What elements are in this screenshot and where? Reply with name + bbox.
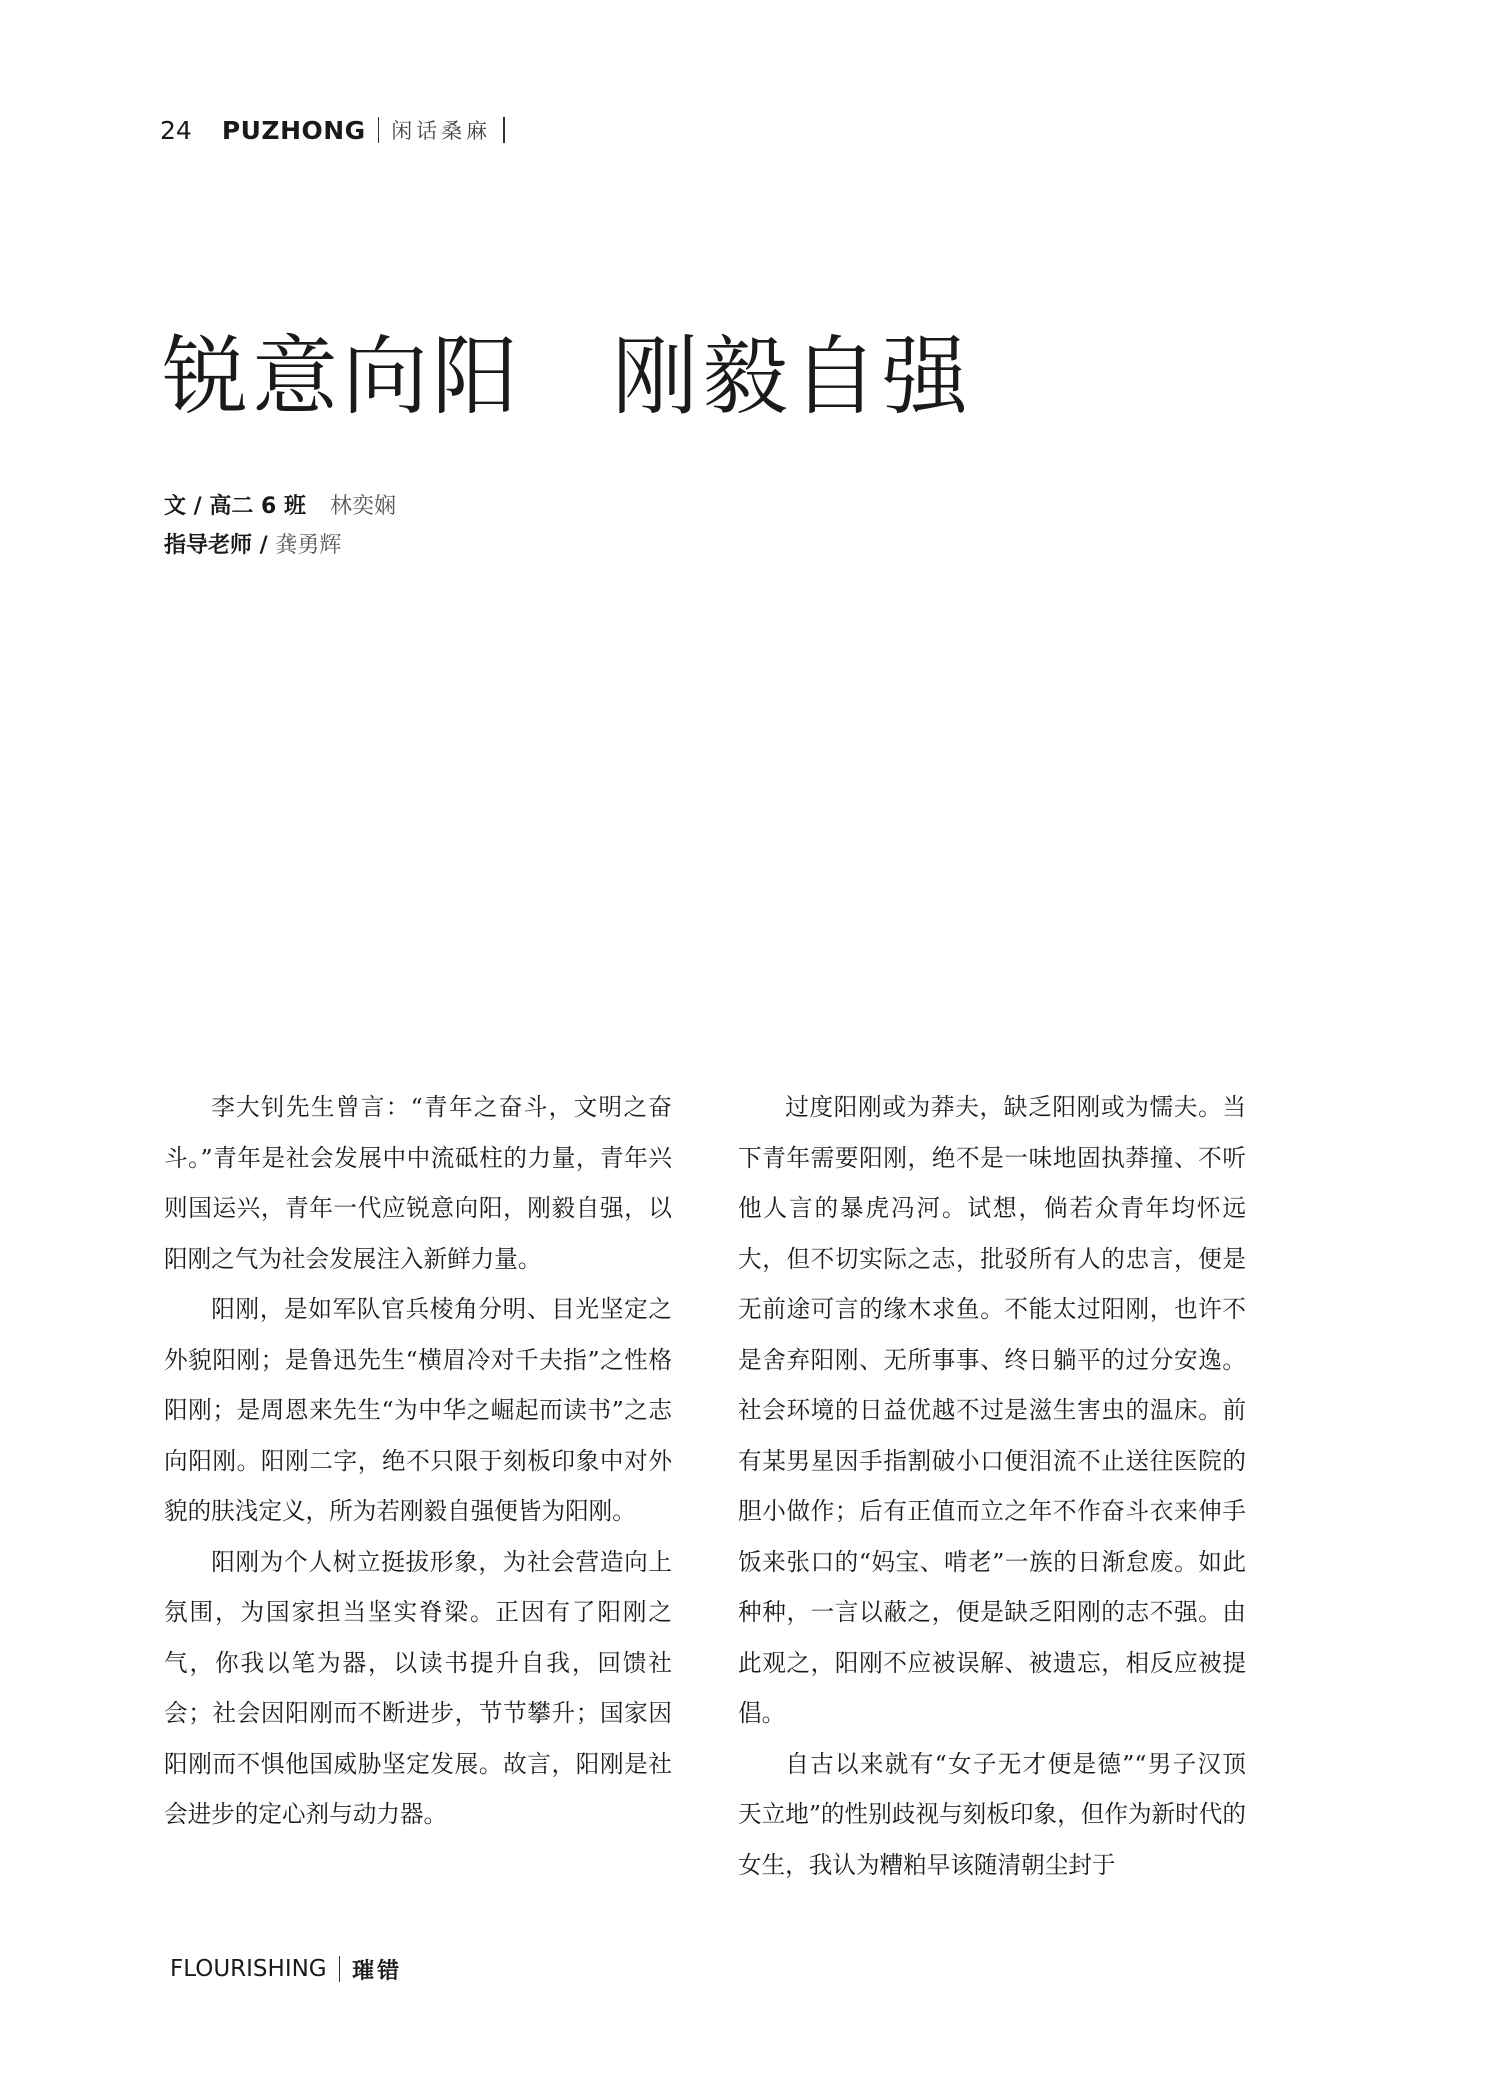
paragraph: 李大钊先生曾言：“青年之奋斗，文明之奋斗。”青年是社会发展中中流砥柱的力量，青年兴则国运兴，青年一代应锐意向阳，刚毅自强，以阳刚之气为社会发展注入新鲜力量。 <box>164 1093 672 1273</box>
page-header <box>160 114 517 146</box>
paragraph: 自古以来就有“女子无才便是德”“男子汉顶天立地”的性别歧视与刻板印象，但作为新时代的女生，我认为糟粕早该随清朝尘封于 <box>738 1749 1246 1879</box>
advisor-line <box>164 526 341 566</box>
article-title: 锐意向阳 刚毅自强 <box>162 327 972 427</box>
magazine-brand: PUZHONG <box>221 115 366 145</box>
author-line <box>164 487 396 527</box>
footer-divider <box>339 1956 341 1982</box>
page-number: 24 <box>160 115 192 145</box>
section-name: 闲话桑麻 <box>391 119 492 143</box>
page-footer <box>170 1952 402 1986</box>
article-column-right <box>738 1082 1246 1890</box>
article-column-left <box>164 1082 672 1840</box>
footer-section: 璀错 <box>352 1958 403 1984</box>
author-prefix: 文 / 高二 6 班 <box>164 494 306 519</box>
header-divider <box>378 117 380 143</box>
author-name: 林奕娴 <box>329 494 396 519</box>
paragraph: 阳刚为个人树立挺拔形象，为社会营造向上氛围，为国家担当坚实脊梁。正因有了阳刚之气，你我以笔为器，以读书提升自我，回馈社会；社会因阳刚而不断进步，节节攀升；国家因阳刚而不惧他国威胁坚定发展。故言，阳刚是社会进步的定心剂与动力器。 <box>164 1547 672 1828</box>
header-divider-end <box>503 117 505 143</box>
advisor-name: 龚勇辉 <box>275 533 342 558</box>
paragraph: 过度阳刚或为莽夫，缺乏阳刚或为懦夫。当下青年需要阳刚，绝不是一味地固执莽撞、不听他人言的暴虎冯河。试想，倘若众青年均怀远大，但不切实际之志，批驳所有人的忠言，便是无前途可言的缘木求鱼。不能太过阳刚，也许不是舍弃阳刚、无所事事、终日躺平的过分安逸。社会环境的日益优越不过是滋生害虫的温床。前有某男星因手指割破小口便泪流不止送往医院的胆小做作；后有正值而立之年不作奋斗衣来伸手饭来张口的“妈宝、啃老”一族的日渐怠废。如此种种，一言以蔽之，便是缺乏阳刚的志不强。由此观之，阳刚不应被误解、被遗忘，相反应被提倡。 <box>738 1093 1246 1727</box>
paragraph: 阳刚，是如军队官兵棱角分明、目光坚定之外貌阳刚；是鲁迅先生“横眉冷对千夫指”之性格阳刚；是周恩来先生“为中华之崛起而读书”之志向阳刚。阳刚二字，绝不只限于刻板印象中对外貌的肤浅定义，所为若刚毅自强便皆为阳刚。 <box>164 1295 672 1525</box>
advisor-prefix: 指导老师 / <box>164 533 276 558</box>
footer-brand: FLOURISHING <box>170 1956 327 1982</box>
